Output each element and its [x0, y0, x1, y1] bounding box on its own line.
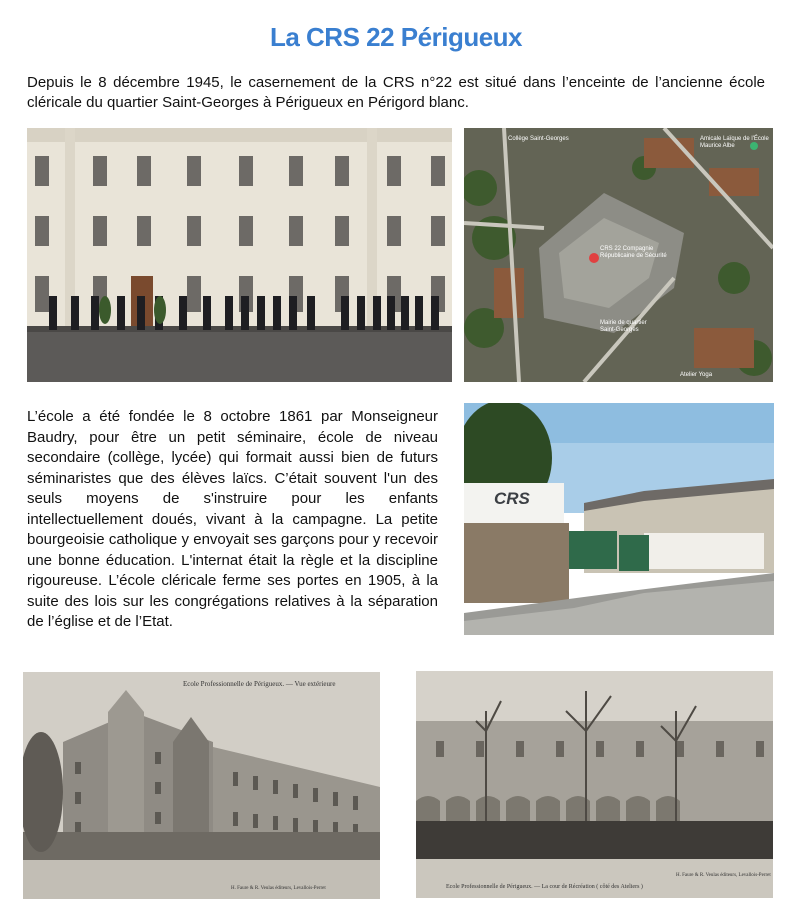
crs-sign: CRS [494, 489, 530, 508]
map-label-mairie: Mairie de quartier Saint-Georges [600, 320, 647, 333]
postcard-left-header: Ecole Professionnelle de Périgueux. — Vue extérieure [183, 680, 336, 688]
postcard-right-caption: Ecole Professionnelle de Périgueux. — La cour de Récréation ( côté des Ateliers ) [446, 884, 643, 890]
history-paragraph: L’école a été fondée le 8 octobre 1861 par Monseigneur Baudry, pour être un petit séminaire, école de niveau secondaire (collège, lycée) qui formait aussi bien de futurs séminaristes que des élèves laïcs. C’était souvent l'un des seuls moyens de s'instruire pour les enfants intellectuellement doués, vivant à la campagne. La petite bourgeoisie catholique y envoyait ses garçons pour y recevoir une bonne éducation. L'internat était la règle et la discipline rigoureuse. L’école cléricale ferme ses portes en 1905, à la suite des lois sur les congrégations relatives à la séparation de l’église et de l’Etat. [27, 408, 438, 630]
postcard-courtyard-image [416, 671, 773, 898]
intro-paragraph: Depuis le 8 décembre 1945, le casernement de la CRS n°22 est situé dans l’enceinte de l’ancienne école cléricale du quartier Saint-Georges à Périgueux en Périgord blanc. [27, 74, 765, 111]
map-label-crs22: CRS 22 Compagnie Républicaine de Sécurité [600, 246, 667, 259]
map-label-amicale: Amicale Laïque de l'École Maurice Albe [700, 136, 769, 149]
map-label-college: Collège Saint-Georges [508, 136, 569, 142]
postcard-left-footer: H. Faure & R. Veulas éditeurs, Levallois-Perret [231, 886, 326, 891]
street-entrance-photo [464, 403, 774, 635]
aerial-map-image [464, 128, 773, 382]
map-label-yoga: Atelier Yoga [680, 372, 713, 378]
barracks-facade-photo [27, 128, 452, 382]
postcard-right-publisher: H. Faure & R. Veulas éditeurs, Levallois-Perret [676, 873, 771, 878]
postcard-exterior-image [23, 672, 380, 899]
page-title: La CRS 22 Périgueux [269, 22, 523, 52]
